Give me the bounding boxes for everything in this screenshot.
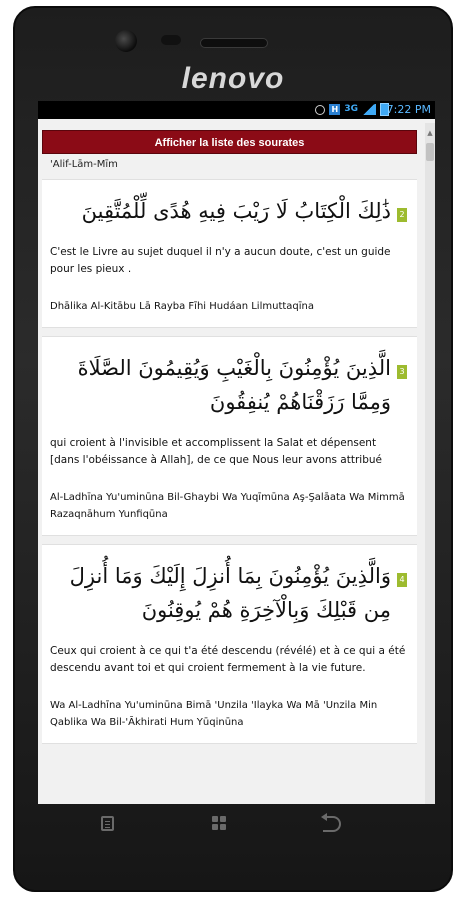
verse-transliteration: Al-Ladhīna Yu'uminūna Bil-Ghaybi Wa Yuqīmūna Aş-Şalāata Wa Mimmā Razaqnāhum Yunfiqūna — [50, 492, 405, 520]
back-icon[interactable] — [323, 816, 341, 832]
device-brand-logo: lenovo — [181, 62, 285, 95]
app-content — [38, 119, 435, 804]
verse-translation: Ceux qui croient à ce qui t'a été descendu (révélé) et à ce qui a été descendu avant toi et qui croient fermement à la vie future. — [50, 645, 406, 674]
verse-arabic-text: ذَٰلِكَ الْكِتَابُ لَا رَيْبَ فِيهِ هُدًى لِّلْمُتَّقِينَ — [81, 199, 391, 223]
verse-number-badge: 3 — [397, 365, 407, 379]
phone-screen — [38, 101, 435, 804]
show-surah-list-button[interactable]: Afficher la liste des sourates — [42, 130, 417, 154]
h-icon: H — [329, 104, 340, 115]
earpiece-speaker — [200, 38, 268, 48]
front-camera — [115, 30, 137, 52]
status-bar — [38, 101, 435, 119]
verse-card — [42, 336, 417, 536]
scrollbar[interactable] — [425, 123, 435, 804]
menu-icon[interactable] — [101, 816, 114, 831]
home-icon[interactable] — [212, 816, 228, 832]
verse-translation: qui croient à l'invisible et accomplissent la Salat et dépensent [dans l'obéissance à Allah], de ce que Nous leur avons attribué — [50, 437, 382, 466]
verse-card — [42, 179, 417, 328]
status-time: 7:22 PM — [386, 103, 431, 116]
network-type: 3G — [344, 104, 358, 114]
proximity-sensor — [161, 35, 181, 45]
verse-card — [42, 544, 417, 744]
verse-transliteration: Wa Al-Ladhīna Yu'uminūna Bimā 'Unzila 'Ilayka Wa Mā 'Unzila Min Qablika Wa Bil-'Ākhirati Hum Yūqinūna — [50, 700, 378, 728]
previous-verse-transliteration: 'Alif-Lām-Mīm — [50, 159, 118, 170]
verse-arabic-text: الَّذِينَ يُؤْمِنُونَ بِالْغَيْبِ وَيُقِيمُونَ الصَّلَاةَ وَمِمَّا رَزَقْنَاهُمْ يُنفِقُونَ — [77, 356, 391, 414]
scroll-up-arrow-icon[interactable]: ▲ — [427, 129, 433, 137]
status-icons — [315, 103, 389, 116]
signal-icon — [362, 104, 376, 115]
scrollbar-thumb[interactable] — [426, 143, 434, 161]
verse-number-badge: 4 — [397, 573, 407, 587]
phone-top-bezel — [15, 8, 451, 104]
verse-arabic-text: وَالَّذِينَ يُؤْمِنُونَ بِمَا أُنزِلَ إِلَيْكَ وَمَا أُنزِلَ مِن قَبْلِكَ وَبِالْآخِرَةِ هُمْ يُوقِنُونَ — [69, 564, 391, 622]
verse-number-badge: 2 — [397, 208, 407, 222]
hardware-nav-bar — [0, 806, 471, 856]
verse-transliteration: Dhālika Al-Kitābu Lā Rayba Fīhi Hudáan Lilmuttaqīna — [50, 301, 314, 312]
verse-list[interactable] — [42, 155, 417, 804]
verse-translation: C'est le Livre au sujet duquel il n'y a aucun doute, c'est un guide pour les pieux . — [50, 246, 391, 275]
alarm-icon — [315, 105, 325, 115]
